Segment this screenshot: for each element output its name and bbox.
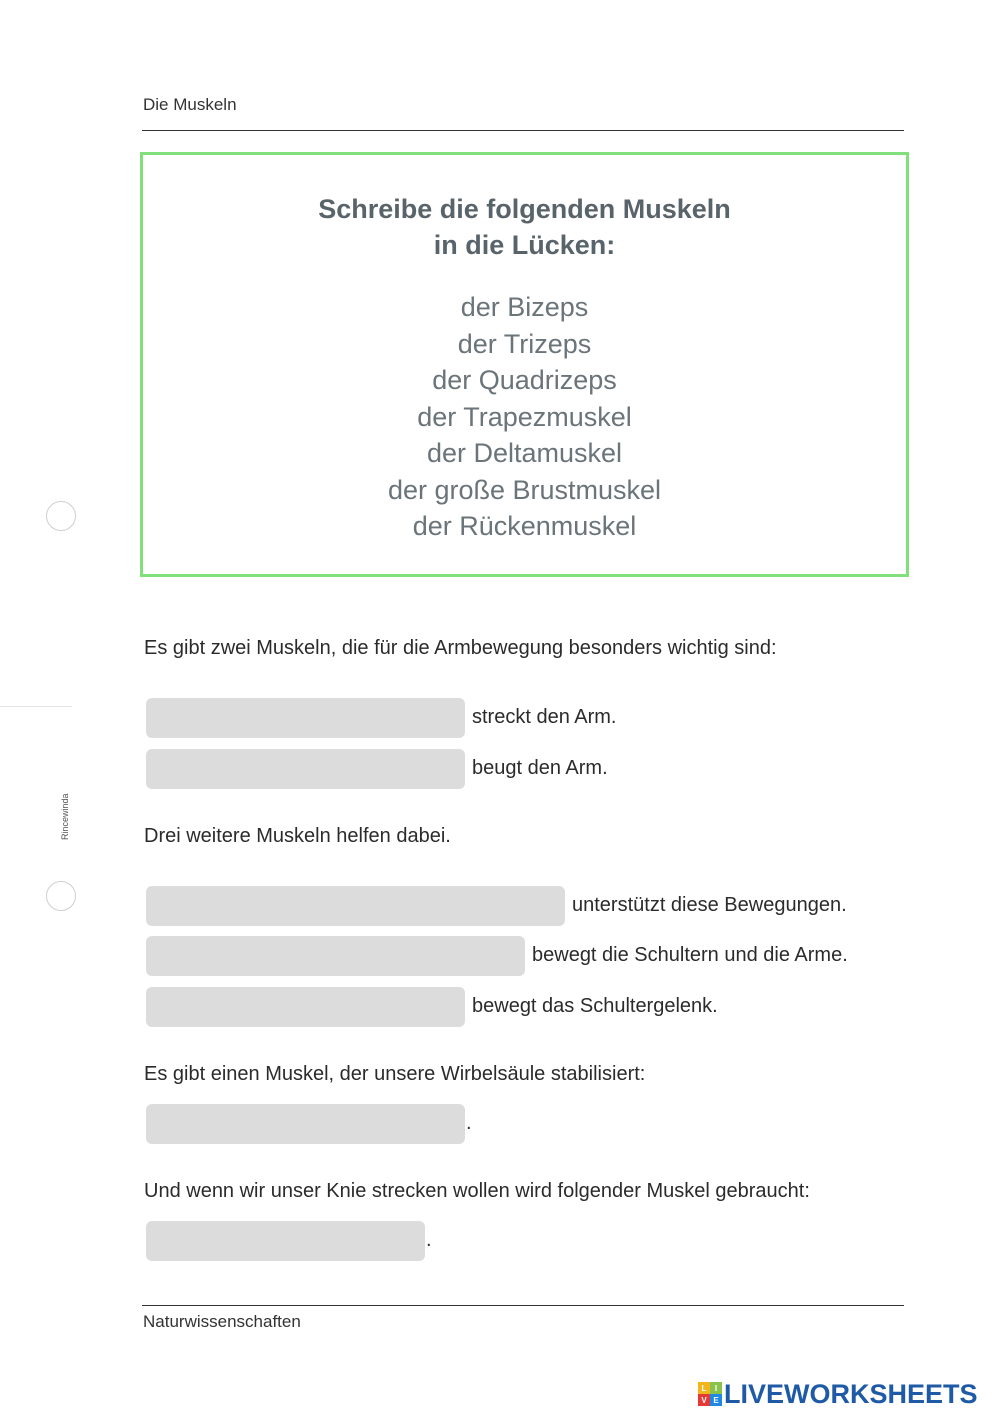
binder-hole xyxy=(46,881,76,911)
header-divider xyxy=(142,130,904,131)
instruction-heading xyxy=(143,191,906,263)
answer-blank-2[interactable] xyxy=(146,749,465,789)
answer-blank-4[interactable] xyxy=(146,936,525,976)
word-bank-item: der Trapezmuskel xyxy=(417,401,632,432)
answer-2-suffix: beugt den Arm. xyxy=(472,757,608,779)
word-bank-item: der große Brustmuskel xyxy=(387,474,662,505)
answer-4-suffix: bewegt die Schultern und die Arme. xyxy=(532,944,848,966)
answer-7-suffix: . xyxy=(426,1229,432,1251)
word-bank-item: der Trizeps xyxy=(457,328,592,359)
footer-divider xyxy=(142,1305,904,1306)
word-bank-item: der Quadrizeps xyxy=(432,365,617,395)
answer-blank-6[interactable] xyxy=(146,1104,465,1144)
word-bank xyxy=(143,289,906,545)
answer-blank-1[interactable] xyxy=(146,698,465,738)
instruction-heading-line2: in die Lücken: xyxy=(433,230,616,260)
answer-1-suffix: streckt den Arm. xyxy=(472,706,617,728)
section3-intro: Es gibt einen Muskel, der unsere Wirbelsäule stabilisiert: xyxy=(144,1063,646,1085)
liveworksheets-logo[interactable] xyxy=(698,1378,978,1410)
liveworksheets-logo-icon: L I V E xyxy=(698,1382,722,1406)
answer-3-suffix: unterstützt diese Bewegungen. xyxy=(572,894,847,916)
page-footer-title: Naturwissenschaften xyxy=(143,1312,301,1331)
page-header-title: Die Muskeln xyxy=(143,95,237,114)
answer-blank-7[interactable] xyxy=(146,1221,425,1261)
binder-hole xyxy=(46,501,76,531)
answer-blank-3[interactable] xyxy=(146,886,565,926)
section2-intro: Drei weitere Muskeln helfen dabei. xyxy=(144,825,451,847)
instruction-heading-line1: Schreibe die folgenden Muskeln xyxy=(318,194,731,224)
word-bank-item: der Bizeps xyxy=(460,292,589,322)
answer-blank-5[interactable] xyxy=(146,987,465,1027)
answer-5-suffix: bewegt das Schultergelenk. xyxy=(472,995,718,1017)
liveworksheets-logo-text: LIVEWORKSHEETS xyxy=(724,1378,978,1409)
word-bank-item: der Deltamuskel xyxy=(426,438,623,468)
instruction-box xyxy=(140,152,909,577)
section1-intro: Es gibt zwei Muskeln, die für die Armbewegung besonders wichtig sind: xyxy=(144,637,777,659)
answer-6-suffix: . xyxy=(466,1112,472,1134)
section4-intro: Und wenn wir unser Knie strecken wollen wird folgender Muskel gebraucht: xyxy=(144,1180,810,1202)
word-bank-item: der Rückenmuskel xyxy=(412,511,637,541)
author-credit: Rincewinda xyxy=(60,793,70,840)
side-divider xyxy=(0,706,72,707)
